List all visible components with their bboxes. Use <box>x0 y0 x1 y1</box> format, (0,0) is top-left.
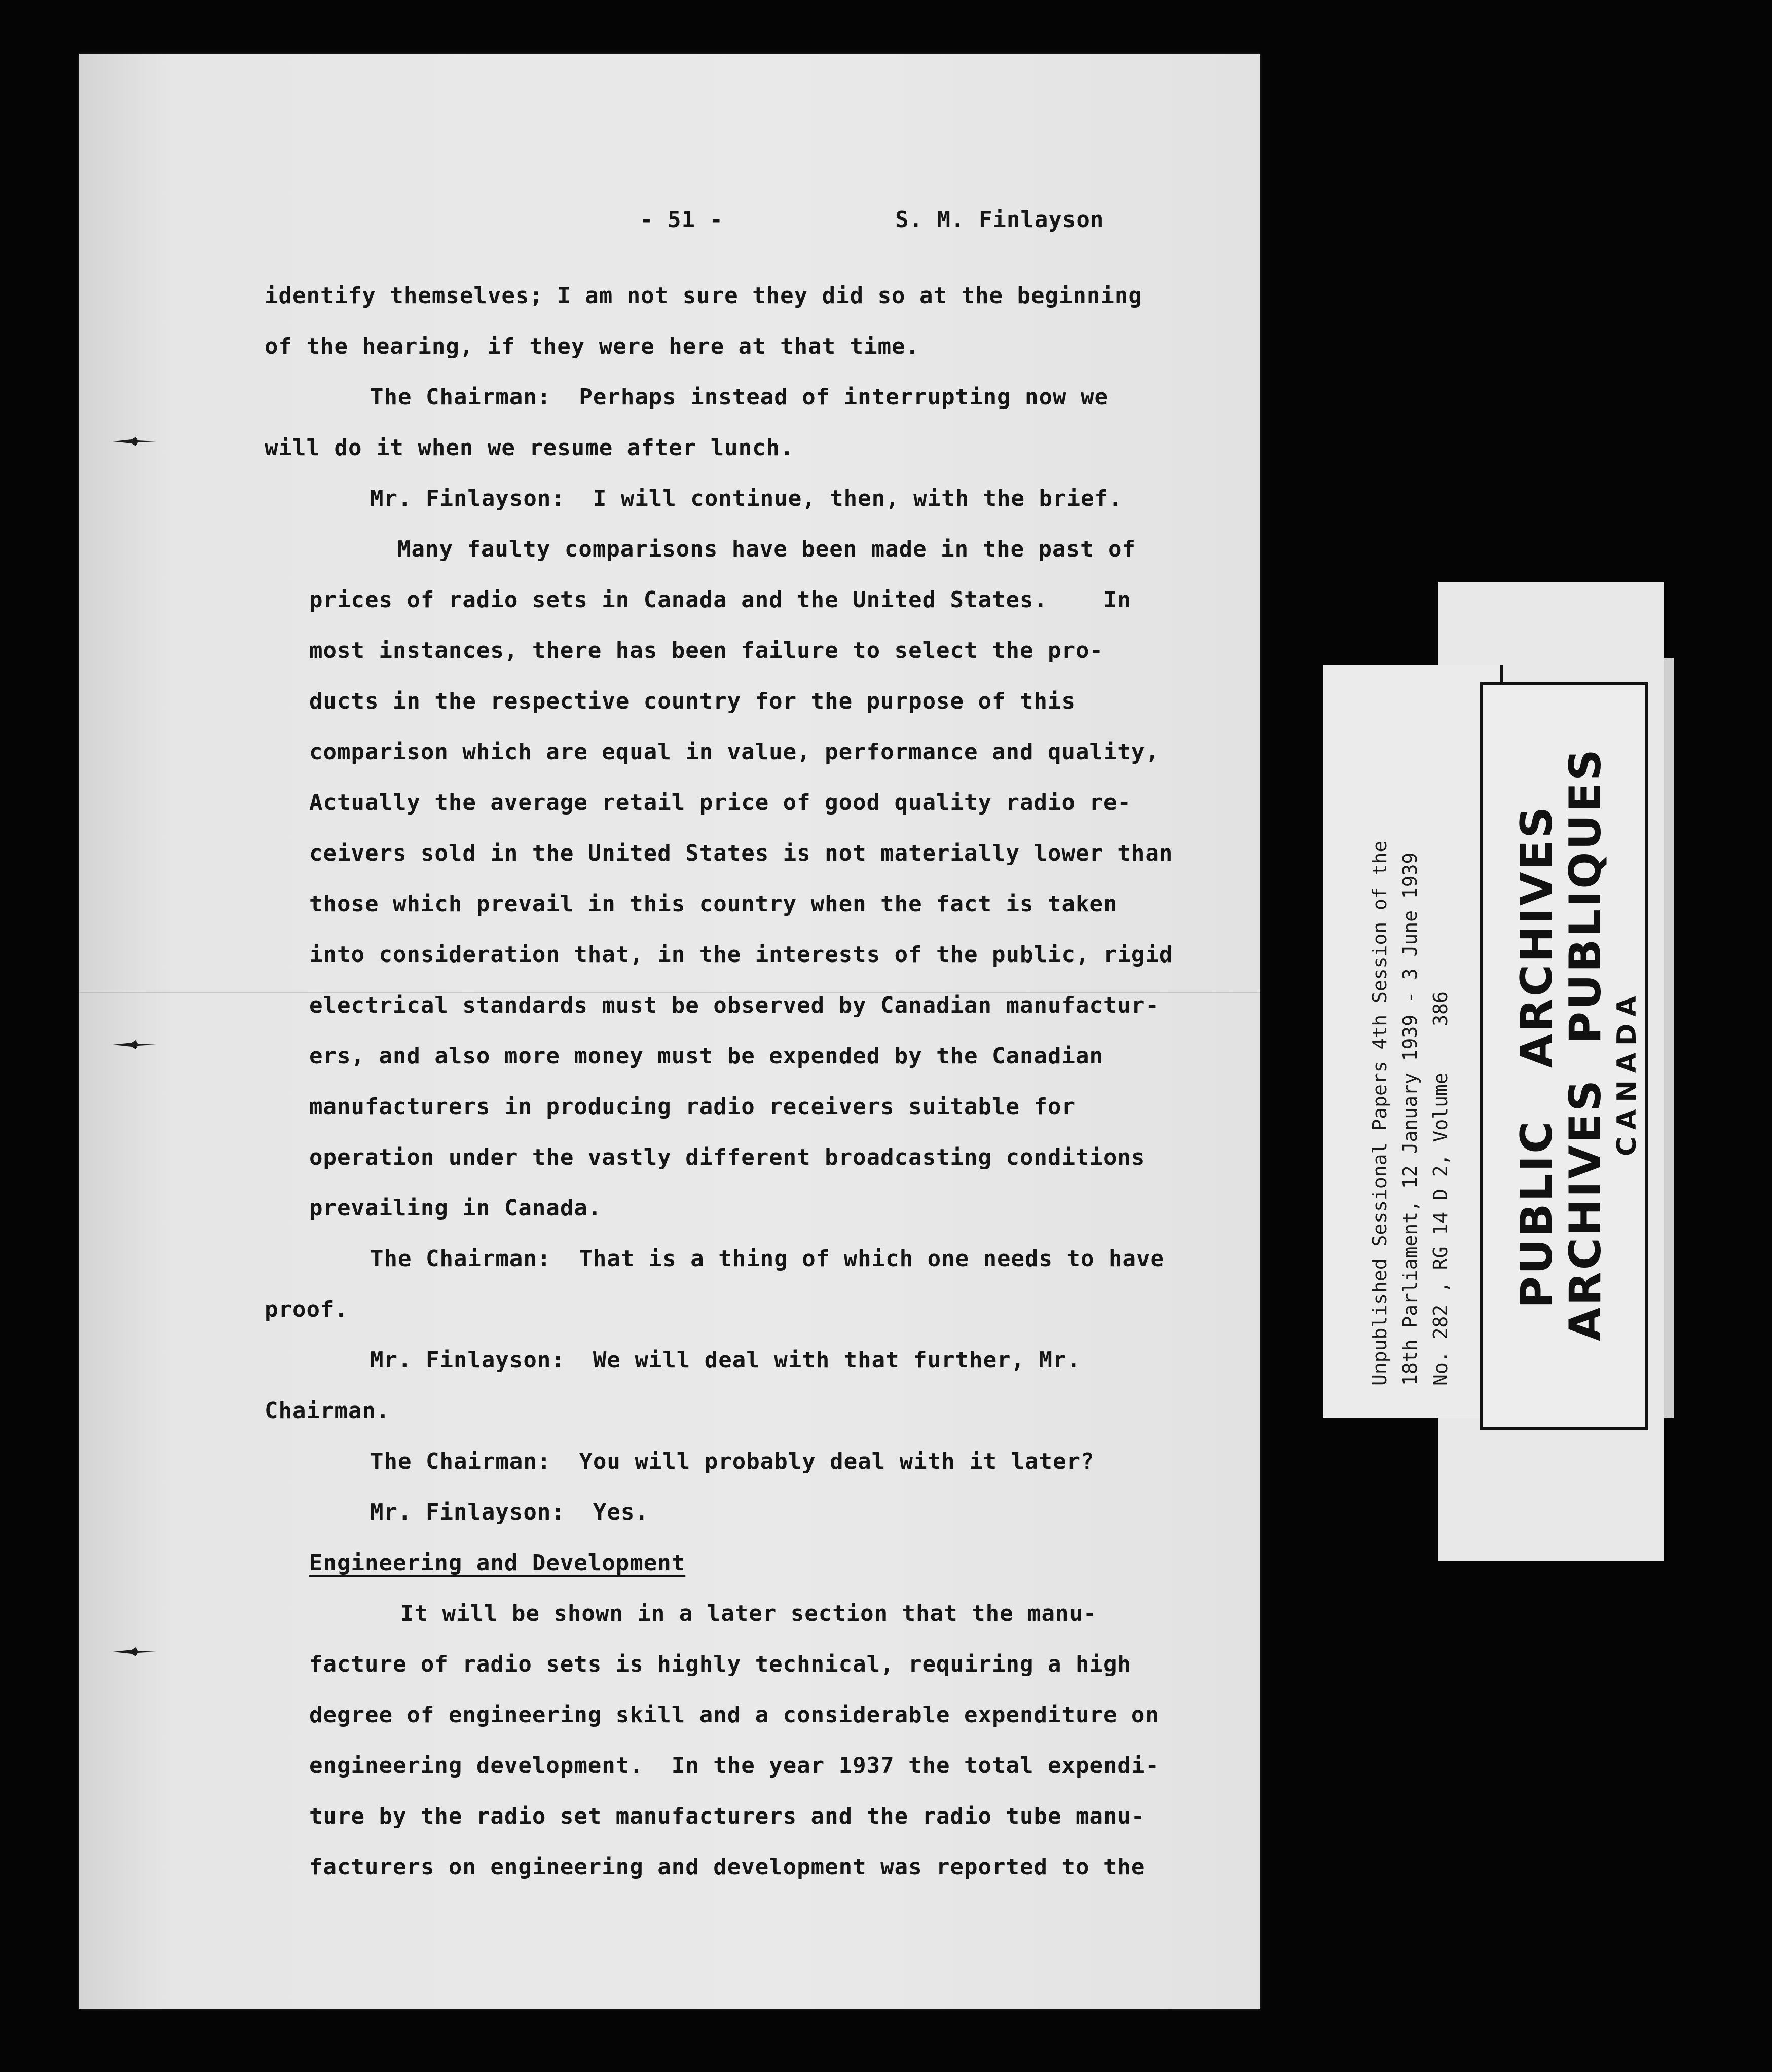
text-line: comparison which are equal in value, performance and quality, <box>309 739 1159 765</box>
text-line: prevailing in Canada. <box>309 1195 602 1221</box>
text-line: facture of radio sets is highly technical, requiring a high <box>309 1651 1131 1677</box>
text-line: manufacturers in producing radio receivers suitable for <box>309 1094 1076 1120</box>
text-line: prices of radio sets in Canada and the United States. In <box>309 587 1131 613</box>
speaker-header: S. M. Finlayson <box>895 207 1104 233</box>
text-line: Chairman. <box>265 1398 390 1424</box>
text-line: engineering development. In the year 1937 the total expendi- <box>309 1753 1159 1779</box>
reference-line: 18th Parliament, 12 January 1939 - 3 June 1939 <box>1399 852 1421 1386</box>
text-line: into consideration that, in the interests of the public, rigid <box>309 942 1173 968</box>
text-line: Mr. Finlayson: I will continue, then, with the brief. <box>370 486 1123 511</box>
text-line: electrical standards must be observed by Canadian manufactur- <box>309 992 1159 1018</box>
section-heading: Engineering and Development <box>309 1550 686 1576</box>
archive-reference-card <box>1323 665 1503 1418</box>
text-line: Mr. Finlayson: Yes. <box>370 1499 649 1525</box>
text-line: degree of engineering skill and a considerable expenditure on <box>309 1702 1159 1728</box>
text-line: Many faulty comparisons have been made in the past of <box>397 536 1136 562</box>
text-line: ceivers sold in the United States is not materially lower than <box>309 840 1173 866</box>
archive-label-edge <box>1664 658 1674 1418</box>
text-line: ducts in the respective country for the purpose of this <box>309 688 1076 714</box>
reference-line: No. 282 , RG 14 D 2, Volume 386 <box>1429 991 1452 1386</box>
document-page <box>79 54 1260 2009</box>
text-line: of the hearing, if they were here at that time. <box>265 334 920 359</box>
text-line: ers, and also more money must be expended by the Canadian <box>309 1043 1103 1069</box>
reference-line: Unpublished Sessional Papers 4th Session of the <box>1369 840 1391 1386</box>
text-line: those which prevail in this country when the fact is taken <box>309 891 1118 917</box>
page-number: - 51 - <box>640 207 723 233</box>
text-line: It will be shown in a later section that the manu- <box>400 1601 1097 1626</box>
archives-publiques-text: ARCHIVES PUBLIQUES <box>1560 747 1611 1341</box>
text-line: ture by the radio set manufacturers and the radio tube manu- <box>309 1803 1146 1829</box>
public-archives-text: PUBLIC ARCHIVES <box>1511 804 1562 1308</box>
text-line: operation under the vastly different broadcasting conditions <box>309 1144 1146 1170</box>
archive-stamp <box>1480 682 1648 1430</box>
text-line: The Chairman: Perhaps instead of interrupting now we <box>370 384 1109 410</box>
text-line: The Chairman: That is a thing of which one needs to have <box>370 1246 1164 1272</box>
binding-hole-mark <box>112 1039 157 1050</box>
text-line: The Chairman: You will probably deal with it later? <box>370 1449 1095 1474</box>
text-line: most instances, there has been failure to select the pro- <box>309 638 1103 663</box>
text-line: Mr. Finlayson: We will deal with that further, Mr. <box>370 1347 1081 1373</box>
text-line: Actually the average retail price of good quality radio re- <box>309 790 1131 816</box>
text-line: facturers on engineering and development was reported to the <box>309 1854 1146 1880</box>
binding-hole-mark <box>112 1646 157 1657</box>
binding-hole-mark <box>112 436 157 447</box>
canada-text: CANADA <box>1612 989 1642 1156</box>
text-line: proof. <box>265 1297 348 1322</box>
text-line: will do it when we resume after lunch. <box>265 435 794 461</box>
text-line: identify themselves; I am not sure they did so at the beginning <box>265 283 1142 309</box>
